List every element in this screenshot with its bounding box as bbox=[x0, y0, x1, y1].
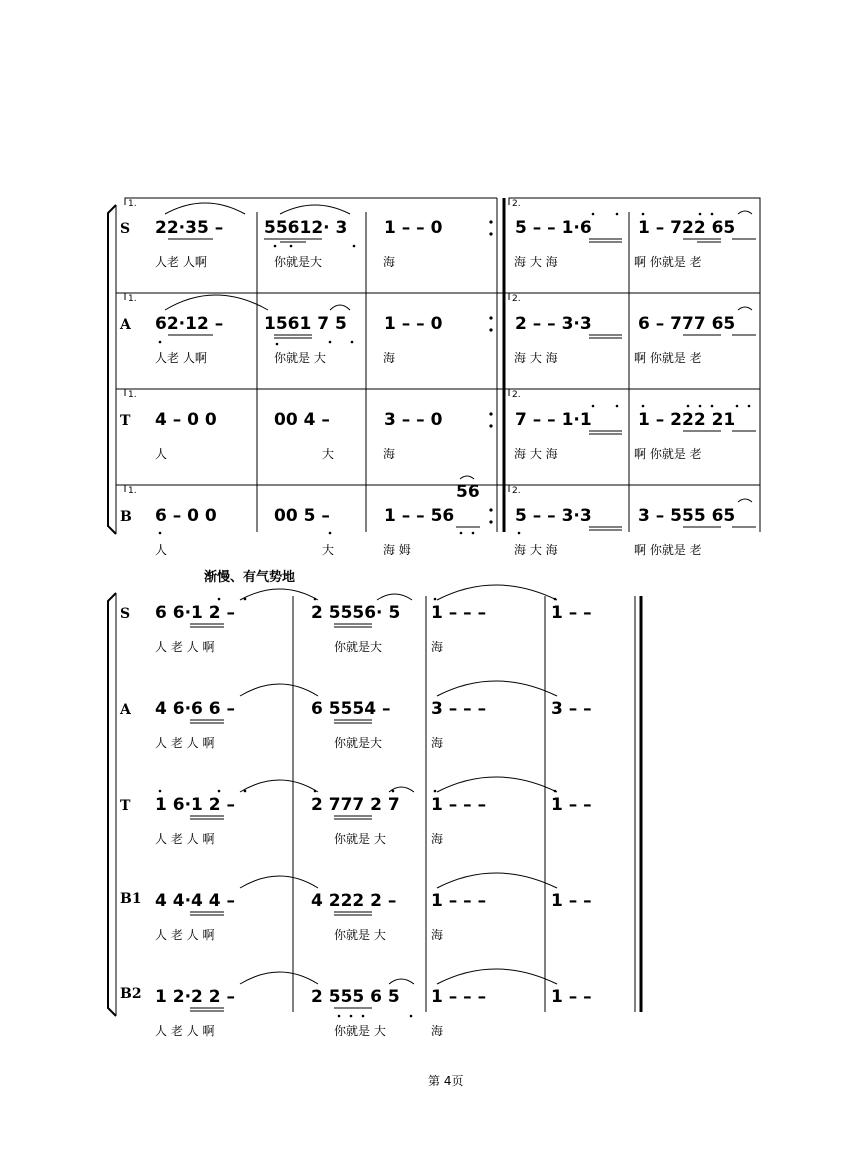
lyric-text: 海 大 海 bbox=[514, 447, 558, 461]
slurs bbox=[240, 777, 557, 792]
voice-label: A bbox=[120, 317, 131, 333]
lyric-text: 人 老 人 啊 bbox=[155, 832, 215, 846]
measure-notes: 1 – 222 21 bbox=[638, 410, 736, 430]
system-2-bracket bbox=[108, 593, 116, 1016]
staff-soprano bbox=[120, 585, 592, 654]
measure-notes: 6 6·1 2 – bbox=[155, 603, 236, 623]
lyric-text: 人 老 人 啊 bbox=[155, 640, 215, 654]
measure-notes: 2 555 6 5 bbox=[311, 987, 400, 1007]
measure-notes: 2 5556· 5 bbox=[311, 603, 401, 623]
lyric-text: 海 大 海 bbox=[514, 543, 558, 557]
lyric-text: 啊 你就是 老 bbox=[634, 447, 702, 461]
measure-notes: 1561 7 5 bbox=[264, 314, 347, 334]
volta-2-label: 2. bbox=[512, 199, 521, 209]
lyric-text: 人 老 人 啊 bbox=[155, 1024, 215, 1038]
lyric-text: 你就是 大 bbox=[334, 928, 386, 942]
volta-1-label: 1. bbox=[128, 390, 137, 400]
measure-notes: 3 – 555 65 bbox=[638, 506, 736, 526]
measure-notes: 4 – 0 0 bbox=[155, 410, 217, 430]
volta-2-label: 2. bbox=[512, 486, 521, 496]
octave-dots bbox=[338, 1015, 413, 1018]
system-1 bbox=[108, 198, 760, 557]
slurs bbox=[240, 873, 557, 888]
lyric-text: 啊 你就是 老 bbox=[634, 543, 702, 557]
measure-notes: 4 6·6 6 – bbox=[155, 699, 236, 719]
measure-notes: 1 – – bbox=[551, 795, 592, 815]
underlines bbox=[190, 624, 372, 627]
underlines bbox=[190, 816, 372, 819]
measure-notes: 2 – – 3·3 bbox=[515, 314, 592, 334]
alternate-notes: 56 bbox=[456, 482, 480, 502]
measure-notes: 5 – – 1·6 bbox=[515, 218, 592, 238]
lyric-text: 啊 你就是 老 bbox=[634, 255, 702, 269]
lyric-text: 海 bbox=[431, 928, 444, 942]
voice-label: B1 bbox=[120, 891, 142, 907]
slurs bbox=[240, 585, 557, 600]
underlines bbox=[168, 335, 756, 338]
staff-soprano bbox=[120, 203, 756, 269]
lyric-text: 海 bbox=[431, 736, 444, 750]
lyric-text: 海 bbox=[383, 351, 396, 365]
lyric-text: 你就是 大 bbox=[334, 832, 386, 846]
measure-notes: 1 – – – bbox=[431, 891, 487, 911]
voice-label: S bbox=[120, 221, 131, 237]
volta-2-label: 2. bbox=[512, 390, 521, 400]
volta-2-label: 2. bbox=[512, 294, 521, 304]
tempo-marking: 渐慢、有气势地 bbox=[204, 570, 296, 585]
volta-1-label: 1. bbox=[128, 199, 137, 209]
lyric-text: 你就是 大 bbox=[334, 1024, 386, 1038]
staff-bass-1 bbox=[120, 873, 592, 942]
measure-notes: 6 – 777 65 bbox=[638, 314, 736, 334]
measure-notes: 4 222 2 – bbox=[311, 891, 397, 911]
voice-label: A bbox=[120, 702, 131, 718]
lyric-text: 啊 你就是 老 bbox=[634, 351, 702, 365]
system-2 bbox=[108, 569, 641, 1038]
volta-1-label: 1. bbox=[128, 294, 137, 304]
measure-notes: 00 4 – bbox=[274, 410, 330, 430]
lyric-text: 大 bbox=[322, 447, 335, 461]
octave-dots bbox=[218, 598, 557, 601]
measure-notes: 2 777 2 7 bbox=[311, 795, 400, 815]
lyric-text: 人 bbox=[155, 447, 168, 461]
lyric-text: 人 bbox=[155, 543, 168, 557]
lyric-text: 海 bbox=[383, 447, 396, 461]
lyric-text: 你就是大 bbox=[334, 736, 383, 750]
measure-notes: 1 2·2 2 – bbox=[155, 987, 236, 1007]
page-number: 第 4页 bbox=[428, 1074, 464, 1088]
lyric-text: 你就是大 bbox=[334, 640, 383, 654]
measure-notes: 1 – – 0 bbox=[384, 314, 443, 334]
repeat-dots bbox=[489, 220, 492, 523]
lyric-text: 海 bbox=[431, 640, 444, 654]
lyric-text: 海 大 海 bbox=[514, 255, 558, 269]
lyric-text: 你就是 大 bbox=[274, 351, 326, 365]
lyric-text: 海 bbox=[383, 255, 396, 269]
lyric-text: 海 bbox=[431, 1024, 444, 1038]
staff-alto bbox=[119, 681, 592, 750]
lyric-text: 你就是大 bbox=[274, 255, 323, 269]
measure-notes: 00 5 – bbox=[274, 506, 330, 526]
measure-notes: 1 – 722 65 bbox=[638, 218, 736, 238]
lyric-text: 大 bbox=[322, 543, 335, 557]
system-1-bracket bbox=[108, 205, 116, 534]
measure-notes: 1 6·1 2 – bbox=[155, 795, 236, 815]
lyric-text: 人 老 人 啊 bbox=[155, 736, 215, 750]
measure-notes: 6 – 0 0 bbox=[155, 506, 217, 526]
underlines bbox=[190, 720, 372, 723]
lyric-text: 人老 人啊 bbox=[155, 351, 207, 365]
octave-dots bbox=[159, 790, 557, 793]
measure-notes: 1 – – – bbox=[431, 603, 487, 623]
lyric-text: 海 大 海 bbox=[514, 351, 558, 365]
measure-notes: 3 – – – bbox=[431, 699, 487, 719]
measure-notes: 6 5554 – bbox=[311, 699, 391, 719]
measure-notes: 1 – – bbox=[551, 603, 592, 623]
measure-notes: 1 – – 0 bbox=[384, 218, 443, 238]
octave-dots bbox=[592, 405, 751, 408]
measure-notes: 55612· 3 bbox=[264, 218, 348, 238]
voice-label: S bbox=[120, 606, 131, 622]
staff-bass bbox=[120, 476, 756, 557]
slurs bbox=[240, 681, 557, 696]
voice-label: T bbox=[120, 413, 131, 429]
staff-alto bbox=[119, 295, 756, 365]
measure-notes: 1 – – bbox=[551, 891, 592, 911]
voice-label: B2 bbox=[120, 986, 142, 1002]
octave-dots bbox=[159, 532, 521, 535]
staff-tenor bbox=[120, 777, 592, 846]
slurs bbox=[165, 295, 752, 310]
staff-tenor bbox=[120, 405, 756, 461]
lyric-text: 人 老 人 啊 bbox=[155, 928, 215, 942]
lyric-text: 人老 人啊 bbox=[155, 255, 207, 269]
measure-notes: 5 – – 3·3 bbox=[515, 506, 592, 526]
lyric-text: 海 姆 bbox=[383, 543, 411, 557]
underlines bbox=[456, 527, 756, 530]
measure-notes: 3 – – bbox=[551, 699, 592, 719]
volta-1-label: 1. bbox=[128, 486, 137, 496]
octave-dots bbox=[159, 341, 354, 346]
measure-notes: 4 4·4 4 – bbox=[155, 891, 236, 911]
measure-notes: 3 – – 0 bbox=[384, 410, 443, 430]
voice-label: T bbox=[120, 798, 131, 814]
measure-notes: 1 – – bbox=[551, 987, 592, 1007]
underlines bbox=[190, 912, 372, 915]
underlines bbox=[589, 431, 756, 434]
lyric-text: 海 bbox=[431, 832, 444, 846]
measure-notes: 62·12 – bbox=[155, 314, 224, 334]
slurs bbox=[240, 969, 557, 984]
measure-notes: 22·35 – bbox=[155, 218, 224, 238]
measure-notes: 1 – – – bbox=[431, 987, 487, 1007]
underlines bbox=[190, 1008, 372, 1011]
voice-label: B bbox=[120, 509, 132, 525]
measure-notes: 1 – – 56 bbox=[384, 506, 455, 526]
underlines bbox=[168, 239, 756, 242]
system-1-barlines bbox=[257, 198, 760, 532]
staff-bass-2 bbox=[120, 969, 592, 1038]
measure-notes: 7 – – 1·1 bbox=[515, 410, 592, 430]
measure-notes: 1 – – – bbox=[431, 795, 487, 815]
slurs bbox=[165, 203, 752, 214]
